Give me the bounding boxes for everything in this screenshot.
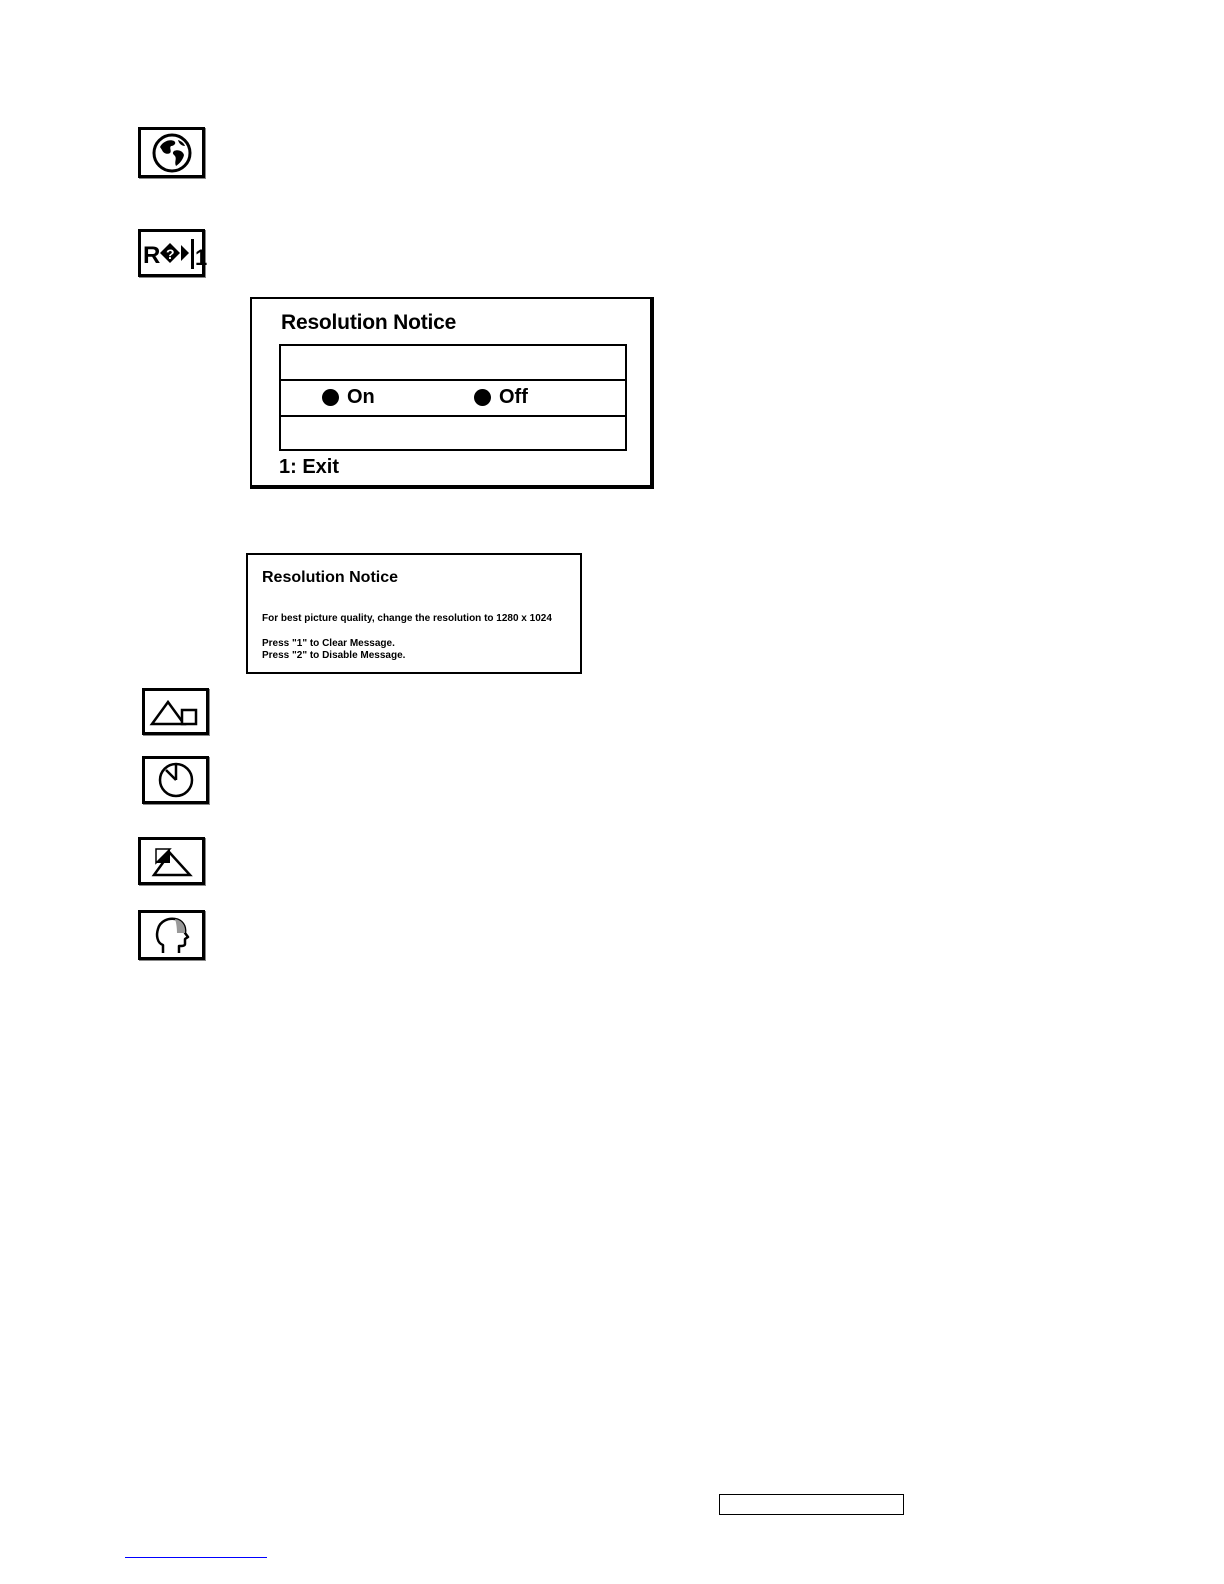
osd-row-empty-bottom bbox=[281, 417, 625, 449]
option-on-label: On bbox=[347, 386, 375, 408]
language-globe-icon bbox=[138, 127, 205, 178]
notice-title: Resolution Notice bbox=[262, 569, 399, 586]
footer-link-underline[interactable] bbox=[125, 1557, 267, 1558]
clock-timer-icon bbox=[142, 756, 209, 804]
svg-text:?: ? bbox=[165, 246, 175, 262]
notice-clear-instruction: Press "1" to Clear Message. bbox=[262, 638, 395, 649]
option-off[interactable] bbox=[474, 386, 528, 409]
radio-bullet-icon bbox=[322, 389, 339, 406]
svg-text:1: 1 bbox=[194, 245, 207, 270]
image-contrast-icon bbox=[138, 837, 205, 885]
svg-text:R: R bbox=[142, 242, 160, 269]
osd-row-empty-top bbox=[281, 346, 625, 381]
notice-disable-instruction: Press "2" to Disable Message. bbox=[262, 650, 406, 661]
option-off-label: Off bbox=[499, 386, 528, 408]
resolution-notice-osd-menu bbox=[250, 297, 654, 489]
osd-row-options bbox=[281, 381, 625, 417]
head-profile-icon bbox=[138, 910, 205, 960]
resolution-notice-icon bbox=[138, 229, 205, 277]
footer-box bbox=[719, 1494, 904, 1515]
option-on[interactable] bbox=[322, 386, 375, 409]
resolution-notice-message bbox=[246, 553, 582, 674]
geometry-shapes-icon bbox=[142, 688, 209, 735]
radio-bullet-icon bbox=[474, 389, 491, 406]
osd-exit-hint: 1: Exit bbox=[279, 456, 340, 478]
osd-title: Resolution Notice bbox=[281, 311, 457, 334]
notice-message-text: For best picture quality, change the resolution to 1280 x 1024 bbox=[262, 613, 552, 624]
osd-option-table bbox=[279, 344, 627, 451]
